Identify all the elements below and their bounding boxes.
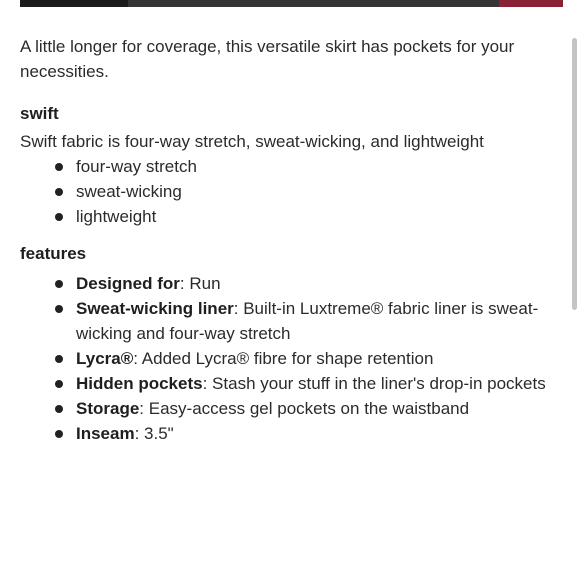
feature-label: Sweat-wicking liner [76,299,234,318]
feature-value: Added Lycra® fibre for shape retention [141,349,434,368]
feature-separator: : [139,399,149,418]
features-heading: features [20,244,87,263]
list-item [76,204,560,229]
feature-label: Hidden pockets [76,374,203,393]
bullet-text: four-way stretch [76,157,197,176]
feature-value: Easy-access gel pockets on the waistband [148,399,470,418]
tab-segment-accent[interactable] [499,0,563,7]
feature-value: 3.5" [144,424,174,443]
feature-separator: : [133,349,142,368]
feature-label: Storage [76,399,140,418]
product-details [20,34,560,446]
list-item [76,179,560,204]
tab-segment-left[interactable] [20,0,128,7]
feature-value: Built-in Luxtreme® fabric liner is sweat-wicking and four-way stretch [76,299,539,343]
feature-separator: : [233,299,244,318]
top-tab-bar [20,0,563,7]
feature-item-storage [76,396,560,421]
product-description: A little longer for coverage, this versatile skirt has pockets for your necessities. [20,37,515,81]
feature-value: Run [189,274,221,293]
feature-item-lycra [76,346,560,371]
feature-item-designed-for [76,271,560,296]
features-list [20,271,560,446]
feature-separator: : [134,424,145,443]
feature-label: Designed for [76,274,180,293]
feature-label: Lycra® [76,349,134,368]
feature-value: Stash your stuff in the liner's drop-in pockets [212,374,546,393]
feature-label: Inseam [76,424,135,443]
scrollbar[interactable] [572,38,577,310]
feature-separator: : [202,374,213,393]
tab-segment-middle[interactable] [128,0,499,7]
feature-separator: : [179,274,190,293]
list-item [76,154,560,179]
feature-item-hidden-pockets [76,371,560,396]
bullet-text: sweat-wicking [76,182,182,201]
swift-description: Swift fabric is four-way stretch, sweat-wicking, and lightweight [20,132,484,151]
swift-heading: swift [20,104,59,123]
feature-item-inseam [76,421,560,446]
bullet-text: lightweight [76,207,157,226]
feature-item-sweat-wicking-liner [76,296,560,346]
swift-bullet-list [20,154,560,229]
